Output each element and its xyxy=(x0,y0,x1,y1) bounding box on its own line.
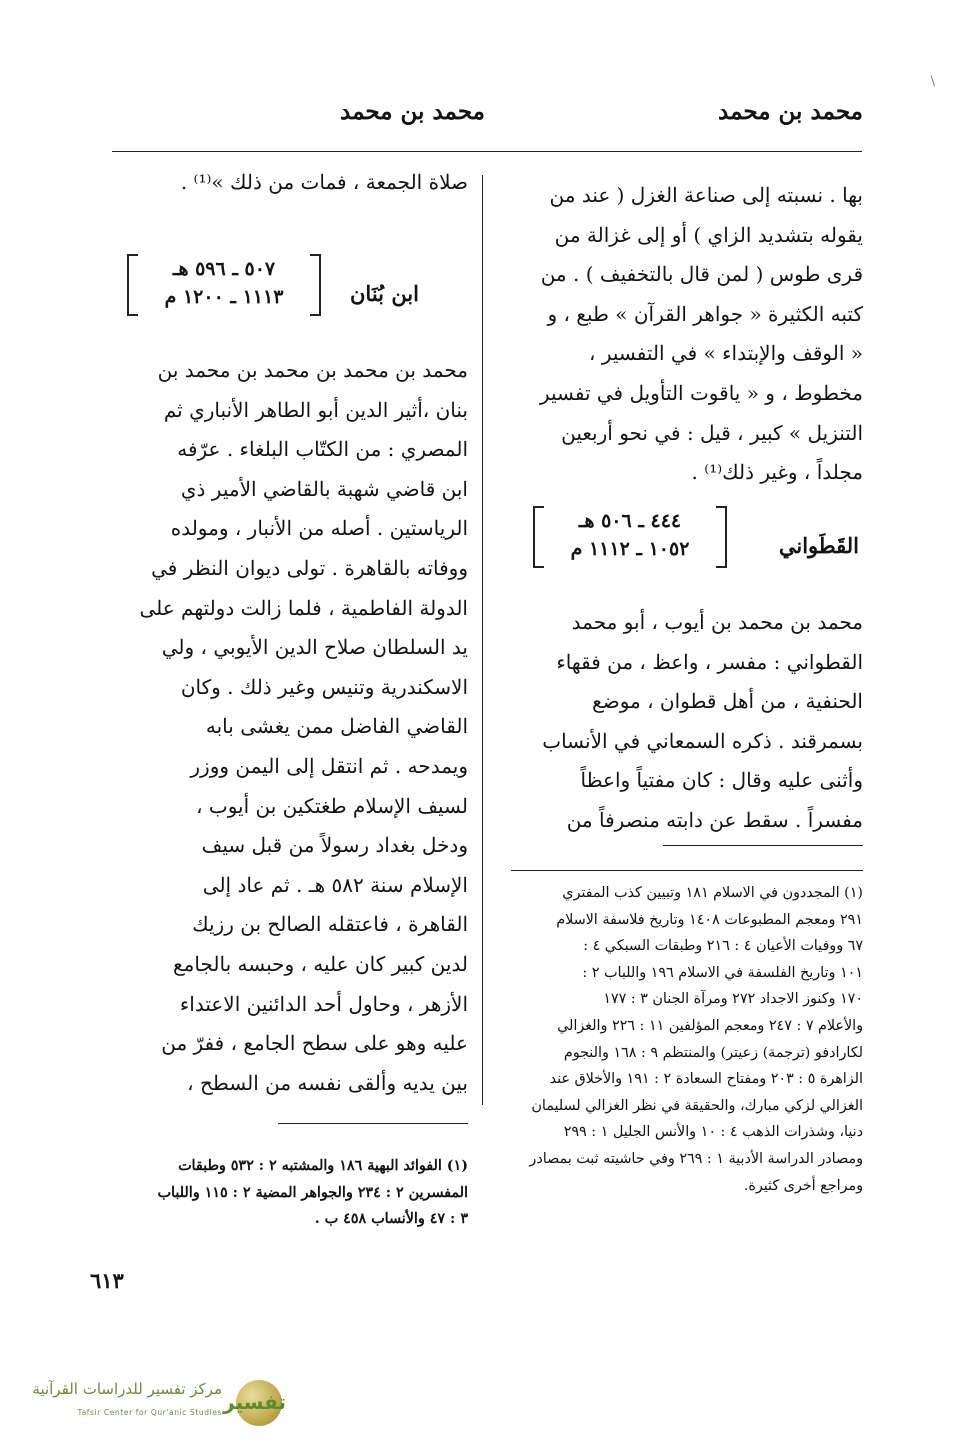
logo-org-name-ar: مركز تفسير للدراسات القرآنية xyxy=(32,1380,222,1398)
text-line: ودخل بغداد رسولاً من قبل سيف xyxy=(201,833,468,858)
text-line: بها . نسبته إلى صناعة الغزل ( عند من xyxy=(549,183,863,207)
gregorian-dates: ١١١٣ ـ ١٢٠٠ م xyxy=(164,286,284,308)
text-line: ووفاته بالقاهرة . تولى ديوان النظر في xyxy=(151,555,468,580)
footnote-line: ومصادر الدراسة الأدبية ١ : ٢٦٩ وفي حاشيته ثبت بمصادر xyxy=(529,1150,863,1167)
right-column-top-text xyxy=(511,176,863,493)
corner-mark: \ xyxy=(930,74,935,89)
text-line: التنزيل » كبير ، قيل : في نحو أربعين xyxy=(561,420,863,445)
footnote-line: (١) المجددون في الاسلام ١٨١ وتبيين كذب المفتري xyxy=(562,885,863,901)
footnote-line: دنيا، وشذرات الذهب ٤ : ١٠ والأنس الجليل ١ : ٢٩٩ xyxy=(563,1124,863,1141)
text-line: ابن قاضي شهبة بالقاضي الأمير ذي xyxy=(180,476,468,501)
footnote-line: المفسرين ٢ : ٢٣٤ والجواهر المضية ٢ : ١١٥ واللباب xyxy=(157,1184,468,1201)
text-line: مخطوط ، و « ياقوت التأويل في تفسير xyxy=(539,380,863,405)
footnote-line: ٣ : ٤٧ والأنساب ٤٥٨ ب . xyxy=(314,1211,468,1228)
footnote-left xyxy=(116,1153,468,1233)
text-line: وأثنى عليه وقال : كان مفتياً واعظاً xyxy=(580,768,863,793)
text-line: الدولة الفاطمية ، فلما زالت دولتهم على xyxy=(139,595,468,620)
tafsir-center-logo xyxy=(18,1378,288,1428)
text-line: الأزهر ، وحاول أحد الدائنين الاعتداء xyxy=(179,991,468,1016)
text-line: صلاة الجمعة ، فمات من ذلك »⁽¹⁾ . xyxy=(180,170,468,194)
footnote-line: الزاهرة ٥ : ٢٠٣ ومفتاح السعادة ٢ : ١٩١ والأخلاق عند xyxy=(549,1071,863,1088)
hijri-dates: ٥٠٧ ـ ٥٩٦ هـ xyxy=(172,258,276,280)
logo-brand-word: تفسير xyxy=(223,1390,286,1414)
text-line: مجلداً ، وغير ذلك⁽¹⁾ . xyxy=(691,460,863,485)
text-line: ويمدحه . ثم انتقل إلى اليمن ووزر xyxy=(190,753,468,778)
text-line: « الوقف والإبتداء » في التفسير ، xyxy=(589,341,863,366)
text-line: المصري : من الكتّاب البلغاء . عرّفه xyxy=(177,437,468,462)
text-line: كتبه الكثيرة « جواهر القرآن » طبع ، و xyxy=(547,301,863,326)
text-line: الرياستين . أصله من الأنبار ، ومولده xyxy=(170,516,468,541)
text-line: لسيف الإسلام طغتكين بن أيوب ، xyxy=(196,793,468,818)
text-line: يقوله بتشديد الزاي ) أو إلى غزالة من xyxy=(554,222,863,247)
text-line: الحنفية ، من أهل قطوان ، موضع xyxy=(592,689,863,714)
text-underline xyxy=(663,845,863,846)
footnote-line: ١٠١ وتاريخ الفلسفة في الاسلام ١٩٦ واللباب ٢ : xyxy=(582,964,863,981)
gregorian-dates: ١٠٥٢ ـ ١١١٢ م xyxy=(570,538,690,560)
left-column-entry-text xyxy=(116,351,468,1103)
footnote-line: ومراجع أخرى كثيرة. xyxy=(743,1177,863,1194)
date-box-ibn-bunan xyxy=(127,254,321,316)
column-divider xyxy=(482,175,483,1105)
running-head-left: محمد بن محمد xyxy=(340,98,485,125)
text-line: لدين كبير كان عليه ، وحبسه بالجامع xyxy=(173,951,468,976)
right-column-entry-text xyxy=(511,603,863,841)
footnote-line: (١) الفوائد البهية ١٨٦ والمشتبه ٢ : ٥٣٢ وطبقات xyxy=(178,1158,468,1174)
text-line: محمد بن محمد بن أيوب ، أبو محمد xyxy=(571,610,863,634)
date-box-qatawani xyxy=(533,506,727,568)
text-line: بسمرقند . ذكره السمعاني في الأنساب xyxy=(542,728,863,753)
text-line: القطواني : مفسر ، واعظ ، من فقهاء xyxy=(556,649,863,674)
footnote-line: ١٧٠ وكنوز الاجداد ٢٧٢ ومرآة الجنان ٣ : ١٧٧ xyxy=(603,991,863,1008)
page-number: ٦١٣ xyxy=(90,1268,124,1293)
text-line: القاضي الفاضل ممن يغشى بابه xyxy=(205,714,468,739)
entry-name-ibn-bunan: ابن بُنَان xyxy=(350,281,419,306)
text-line: مفسراً . سقط عن دابته منصرفاً من xyxy=(566,807,863,832)
footnote-line: لكارادفو (ترجمة) زعيتر) والمنتظم ٩ : ١٦٨ والنجوم xyxy=(563,1044,863,1061)
left-column-top-text xyxy=(116,163,468,203)
text-line: محمد بن محمد بن محمد بن محمد بن xyxy=(157,358,468,382)
header-rule xyxy=(112,151,862,152)
footnote-right xyxy=(511,880,863,1199)
hijri-dates: ٤٤٤ ـ ٥٠٦ هـ xyxy=(578,510,682,532)
text-line: الإسلام سنة ٥٨٢ هـ . ثم عاد إلى xyxy=(202,872,468,897)
entry-name-qatawani: القَطَواني xyxy=(778,533,859,558)
footnote-line: ٢٩١ ومعجم المطبوعات ١٤٠٨ وتاريخ فلاسفة الاسلام xyxy=(556,911,863,928)
text-line: بنان ،أثير الدين أبو الطاهر الأنباري ثم xyxy=(163,397,468,422)
footnote-rule-left xyxy=(278,1123,468,1124)
footnote-line: ٦٧ ووفيات الأعيان ٤ : ٢١٦ وطبقات السبكي ٤ : xyxy=(583,938,863,955)
text-line: عليه وهو على سطح الجامع ، ففرّ من xyxy=(161,1031,468,1056)
text-line: القاهرة ، فاعتقله الصالح بن رزيك xyxy=(192,912,468,937)
text-line: قرى طوس ( لمن قال بالتخفيف ) . من xyxy=(540,262,863,287)
logo-org-name-en: Tafsir Center for Qur'anic Studies xyxy=(77,1408,222,1417)
text-line: يد السلطان صلاح الدين الأيوبي ، ولي xyxy=(161,635,468,660)
footnote-line: الغزالي لزكي مبارك، والحقيقة في نظر الغزالي لسليمان xyxy=(531,1097,863,1114)
footnote-rule-right xyxy=(511,870,863,871)
text-line: بين يديه وألقى نفسه من السطح ، xyxy=(187,1070,468,1095)
footnote-line: والأعلام ٧ : ٢٤٧ ومعجم المؤلفين ١١ : ٢٢٦ والغزالي xyxy=(557,1017,863,1034)
running-head-right: محمد بن محمد xyxy=(718,98,863,125)
text-line: الاسكندرية وتنيس وغير ذلك . وكان xyxy=(180,674,468,699)
